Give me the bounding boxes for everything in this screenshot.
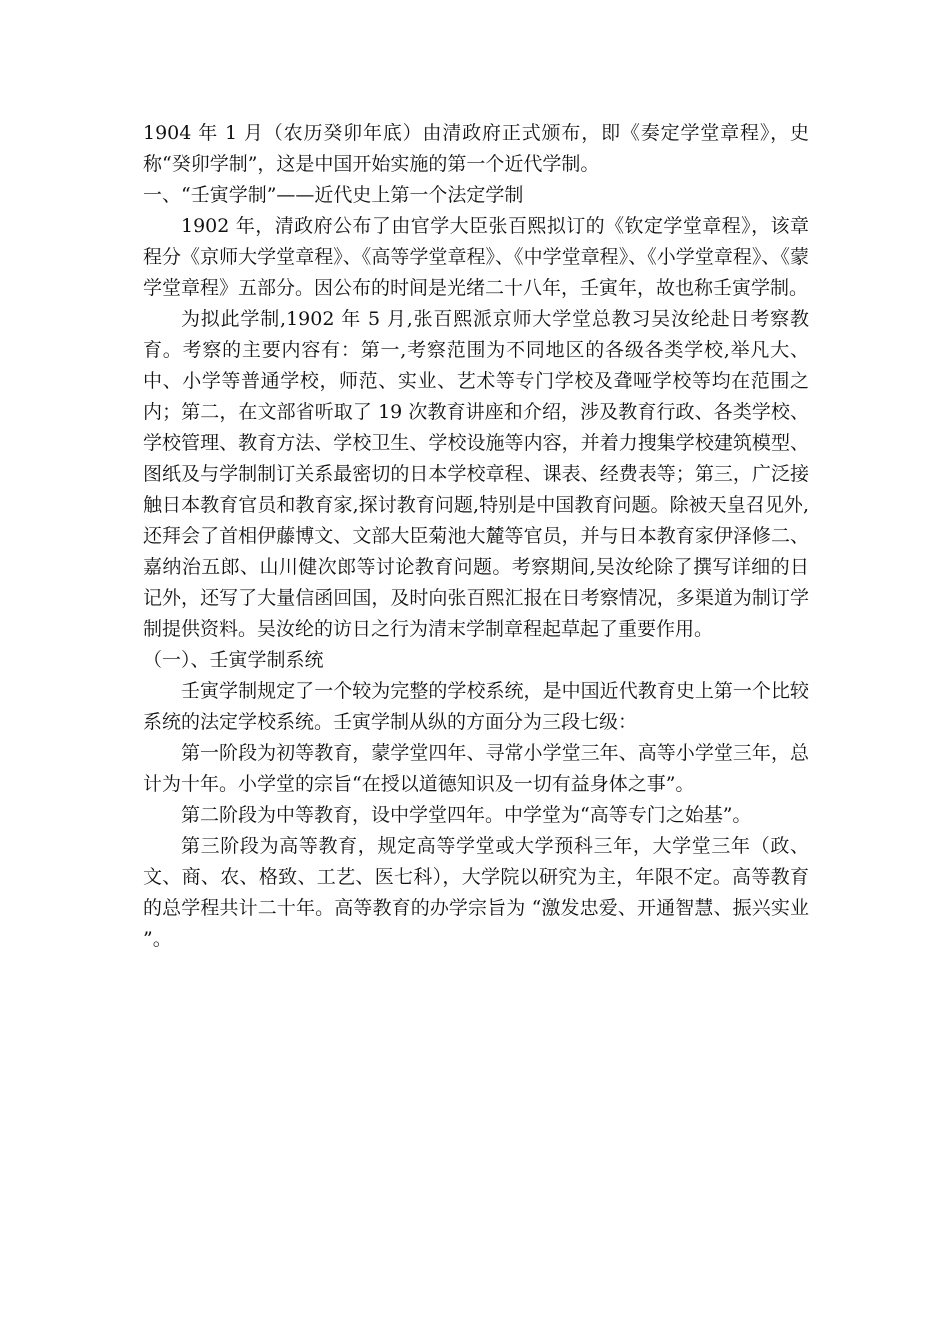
- paragraph-intro: 1904 年 1 月（农历癸卯年底）由清政府正式颁布，即《奏定学堂章程》，史称“癸卯学制”，这是中国开始实施的第一个近代学制。: [143, 122, 809, 175]
- paragraph-1902-charter: 1902 年，清政府公布了由官学大臣张百熙拟订的《钦定学堂章程》，该章程分《京师大学堂章程》、《高等学堂章程》、《中学堂章程》、《小学堂章程》、《蒙学堂章程》五部分。因公布的时间是光绪二十八年，壬寅年，故也称壬寅学制。: [143, 215, 809, 299]
- paragraph-stage-one: 第一阶段为初等教育，蒙学堂四年、寻常小学堂三年、高等小学堂三年，总计为十年。小学堂的宗旨“在授以道德知识及一切有益身体之事”。: [143, 742, 809, 795]
- paragraph-stage-three: 第三阶段为高等教育，规定高等学堂或大学预科三年，大学堂三年（政、文、商、农、格致、工艺、医七科），大学院以研究为主，年限不定。高等教育的总学程共计二十年。高等教育的办学宗旨为 “激发忠爱、开通智慧、振兴实业 ”。: [143, 835, 809, 950]
- subsection-heading-system: （一）、壬寅学制系统: [143, 649, 324, 671]
- document-body: [143, 118, 809, 955]
- paragraph-stage-two: 第二阶段为中等教育，设中学堂四年。中学堂为“高等专门之始基”。: [181, 804, 752, 826]
- paragraph-system-overview: 壬寅学制规定了一个较为完整的学校系统，是中国近代教育史上第一个比较系统的法定学校系统。壬寅学制从纵的方面分为三段七级：: [143, 680, 809, 733]
- section-heading-renyin: 一、“壬寅学制”——近代史上第一个法定学制: [143, 184, 524, 206]
- paragraph-japan-inspection: 为拟此学制,1902 年 5 月,张百熙派京师大学堂总教习吴汝纶赴日考察教育。考察的主要内容有：第一,考察范围为不同地区的各级各类学校,举凡大、中、小学等普通学校，师范、实业、艺术等专门学校及聋哑学校等均在范围之内；第二，在文部省听取了 19 次教育讲座和介绍，涉及教育行政、各类学校、学校管理、教育方法、学校卫生、学校设施等内容，并着力搜集学校建筑模型、图纸及与学制制订关系最密切的日本学校章程、课表、经费表等；第三，广泛接触日本教育官员和教育家,探讨教育问题,特别是中国教育问题。除被天皇召见外,还拜会了首相伊藤博文、文部大臣菊池大麓等官员，并与日本教育家伊泽修二、嘉纳治五郎、山川健次郎等讨论教育问题。考察期间,吴汝纶除了撰写详细的日记外，还写了大量信函回国，及时向张百熙汇报在日考察情况，多渠道为制订学制提供资料。吴汝纶的访日之行为清末学制章程起草起了重要作用。: [143, 308, 809, 640]
